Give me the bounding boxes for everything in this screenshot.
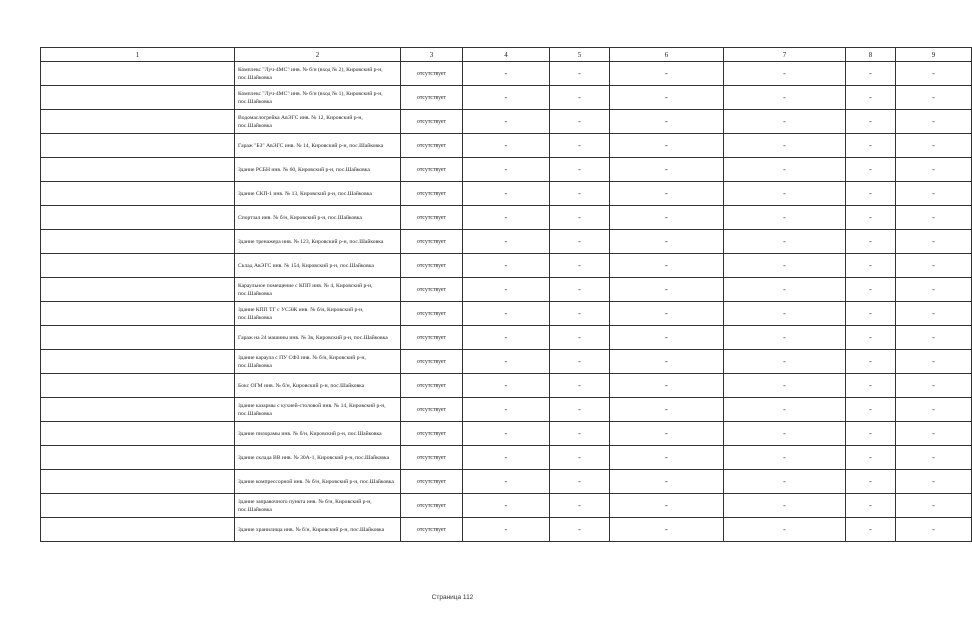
value-cell: - [724, 110, 846, 134]
status-cell: отсутствует [401, 446, 463, 470]
value-cell: - [550, 470, 610, 494]
table-row [41, 278, 972, 302]
value-cell: - [724, 278, 846, 302]
value-cell: - [846, 350, 896, 374]
value-cell: - [896, 158, 972, 182]
value-cell: - [724, 158, 846, 182]
value-cell: - [463, 302, 550, 326]
value-cell: - [846, 134, 896, 158]
value-cell: - [610, 398, 724, 422]
row-number-cell [41, 494, 235, 518]
value-cell: - [846, 110, 896, 134]
status-cell: отсутствует [401, 206, 463, 230]
value-cell: - [610, 158, 724, 182]
status-cell: отсутствует [401, 158, 463, 182]
value-cell: - [463, 494, 550, 518]
object-name-cell: Бокс ОГМ инв. № б/н, Кировский р-н, пос.Шайковка [235, 374, 401, 398]
value-cell: - [550, 350, 610, 374]
value-cell: - [896, 326, 972, 350]
value-cell: - [724, 350, 846, 374]
status-cell: отсутствует [401, 398, 463, 422]
object-name-cell: Здание караула с ПУ СФЗ инв. № б/н, Кировский р-н, пос.Шайковка [235, 350, 401, 374]
value-cell: - [846, 278, 896, 302]
value-cell: - [610, 494, 724, 518]
status-cell: отсутствует [401, 470, 463, 494]
table-row [41, 398, 972, 422]
object-name-cell: Здание КПП ТГ с УСЭЖ инв. № б/н, Кировский р-н, пос.Шайковка [235, 302, 401, 326]
table-row [41, 518, 972, 542]
value-cell: - [724, 254, 846, 278]
row-number-cell [41, 446, 235, 470]
value-cell: - [846, 254, 896, 278]
value-cell: - [896, 302, 972, 326]
value-cell: - [463, 350, 550, 374]
value-cell: - [610, 374, 724, 398]
value-cell: - [846, 326, 896, 350]
value-cell: - [463, 230, 550, 254]
value-cell: - [724, 182, 846, 206]
value-cell: - [550, 326, 610, 350]
value-cell: - [550, 518, 610, 542]
row-number-cell [41, 350, 235, 374]
table-row [41, 110, 972, 134]
value-cell: - [896, 446, 972, 470]
register-table-body [41, 48, 972, 542]
value-cell: - [610, 422, 724, 446]
status-cell: отсутствует [401, 110, 463, 134]
value-cell: - [846, 86, 896, 110]
status-cell: отсутствует [401, 326, 463, 350]
table-row [41, 62, 972, 86]
value-cell: - [896, 134, 972, 158]
value-cell: - [463, 278, 550, 302]
row-number-cell [41, 158, 235, 182]
object-name-cell: Здание склада ВВ инв. № 30А-1, Кировский р-н, пос.Шайковка [235, 446, 401, 470]
table-row [41, 134, 972, 158]
column-header: 3 [401, 48, 463, 62]
object-name-cell: Спортзал инв. № б/н, Кировский р-н, пос.Шайковка [235, 206, 401, 230]
row-number-cell [41, 110, 235, 134]
status-cell: отсутствует [401, 182, 463, 206]
value-cell: - [550, 182, 610, 206]
value-cell: - [846, 302, 896, 326]
table-row [41, 446, 972, 470]
value-cell: - [463, 446, 550, 470]
value-cell: - [463, 206, 550, 230]
row-number-cell [41, 326, 235, 350]
object-name-cell: Здание заправочного пункта инв. № б/н, Кировский р-н, пос.Шайковка [235, 494, 401, 518]
value-cell: - [610, 110, 724, 134]
status-cell: отсутствует [401, 254, 463, 278]
value-cell: - [610, 470, 724, 494]
value-cell: - [550, 446, 610, 470]
table-row [41, 86, 972, 110]
row-number-cell [41, 134, 235, 158]
value-cell: - [463, 518, 550, 542]
object-name-cell: Комплекс "Луч-4МС" инв. № б/н (вход № 2), Кировский р-н, пос.Шайковка [235, 62, 401, 86]
column-header: 6 [610, 48, 724, 62]
value-cell: - [846, 158, 896, 182]
value-cell: - [896, 62, 972, 86]
value-cell: - [724, 494, 846, 518]
row-number-cell [41, 206, 235, 230]
page-number: Страница 112 [431, 594, 474, 601]
row-number-cell [41, 278, 235, 302]
column-header: 8 [846, 48, 896, 62]
value-cell: - [463, 182, 550, 206]
value-cell: - [463, 110, 550, 134]
object-name-cell: Гараж "БЗ" АвЭГС инв. № 14, Кировский р-н, пос.Шайковка [235, 134, 401, 158]
value-cell: - [550, 206, 610, 230]
status-cell: отсутствует [401, 302, 463, 326]
value-cell: - [846, 518, 896, 542]
object-name-cell: Водомаслогрейка АвЭГС инв. № 12, Кировский р-н, пос.Шайковка [235, 110, 401, 134]
table-row [41, 326, 972, 350]
value-cell: - [463, 158, 550, 182]
value-cell: - [896, 374, 972, 398]
object-name-cell: Здание пилорамы инв. № б/н, Кировский р-н, пос.Шайковка [235, 422, 401, 446]
value-cell: - [896, 350, 972, 374]
value-cell: - [463, 470, 550, 494]
column-header: 7 [724, 48, 846, 62]
value-cell: - [724, 470, 846, 494]
row-number-cell [41, 398, 235, 422]
column-header: 2 [235, 48, 401, 62]
status-cell: отсутствует [401, 422, 463, 446]
object-name-cell: Здание компрессорной инв. № б/н, Кировский р-н, пос.Шайковка [235, 470, 401, 494]
value-cell: - [550, 254, 610, 278]
status-cell: отсутствует [401, 86, 463, 110]
table-row [41, 302, 972, 326]
value-cell: - [896, 182, 972, 206]
value-cell: - [610, 206, 724, 230]
value-cell: - [896, 422, 972, 446]
value-cell: - [550, 302, 610, 326]
value-cell: - [896, 110, 972, 134]
value-cell: - [610, 518, 724, 542]
status-cell: отсутствует [401, 374, 463, 398]
value-cell: - [550, 86, 610, 110]
value-cell: - [724, 302, 846, 326]
status-cell: отсутствует [401, 350, 463, 374]
value-cell: - [724, 86, 846, 110]
object-name-cell: Здание РСБН инв. № 60, Кировский р-н, пос.Шайковка [235, 158, 401, 182]
column-header: 5 [550, 48, 610, 62]
value-cell: - [724, 398, 846, 422]
table-row [41, 494, 972, 518]
status-cell: отсутствует [401, 278, 463, 302]
value-cell: - [724, 374, 846, 398]
value-cell: - [610, 62, 724, 86]
row-number-cell [41, 182, 235, 206]
value-cell: - [896, 494, 972, 518]
value-cell: - [610, 182, 724, 206]
object-name-cell: Караульное помещение с КПП инв. № 4, Кировский р-н, пос.Шайковка [235, 278, 401, 302]
object-name-cell: Здание СКП-1 инв. № 13, Кировский р-н, пос.Шайковка [235, 182, 401, 206]
value-cell: - [846, 470, 896, 494]
value-cell: - [463, 422, 550, 446]
value-cell: - [896, 254, 972, 278]
value-cell: - [463, 134, 550, 158]
row-number-cell [41, 518, 235, 542]
value-cell: - [846, 374, 896, 398]
register-table [40, 47, 972, 542]
value-cell: - [550, 158, 610, 182]
row-number-cell [41, 254, 235, 278]
object-name-cell: Здание хранилища инв. № б/н, Кировский р-н, пос.Шайковка [235, 518, 401, 542]
row-number-cell [41, 374, 235, 398]
value-cell: - [550, 110, 610, 134]
value-cell: - [610, 302, 724, 326]
value-cell: - [463, 62, 550, 86]
value-cell: - [550, 62, 610, 86]
row-number-cell [41, 302, 235, 326]
value-cell: - [846, 398, 896, 422]
table-row [41, 374, 972, 398]
value-cell: - [896, 278, 972, 302]
value-cell: - [610, 134, 724, 158]
value-cell: - [896, 398, 972, 422]
value-cell: - [724, 206, 846, 230]
value-cell: - [846, 62, 896, 86]
value-cell: - [846, 494, 896, 518]
status-cell: отсутствует [401, 62, 463, 86]
value-cell: - [550, 278, 610, 302]
value-cell: - [550, 230, 610, 254]
status-cell: отсутствует [401, 518, 463, 542]
value-cell: - [610, 326, 724, 350]
value-cell: - [550, 398, 610, 422]
value-cell: - [610, 230, 724, 254]
value-cell: - [610, 350, 724, 374]
object-name-cell: Здание казармы с кухней-столовой инв. № 14, Кировский р-н, пос.Шайковка [235, 398, 401, 422]
value-cell: - [724, 326, 846, 350]
table-row [41, 254, 972, 278]
header-row [41, 48, 972, 62]
value-cell: - [550, 134, 610, 158]
value-cell: - [724, 446, 846, 470]
table-row [41, 422, 972, 446]
value-cell: - [463, 374, 550, 398]
column-header: 1 [41, 48, 235, 62]
row-number-cell [41, 230, 235, 254]
value-cell: - [846, 206, 896, 230]
object-name-cell: Гараж на 24 машины инв. № 3в, Кировский р-н, пос.Шайковка [235, 326, 401, 350]
row-number-cell [41, 422, 235, 446]
object-name-cell: Здание тренажера инв. № 123, Кировский р-н, пос.Шайковка [235, 230, 401, 254]
value-cell: - [463, 254, 550, 278]
value-cell: - [724, 422, 846, 446]
table-row [41, 350, 972, 374]
status-cell: отсутствует [401, 230, 463, 254]
value-cell: - [610, 86, 724, 110]
row-number-cell [41, 470, 235, 494]
table-row [41, 206, 972, 230]
value-cell: - [846, 230, 896, 254]
value-cell: - [463, 86, 550, 110]
value-cell: - [724, 230, 846, 254]
value-cell: - [463, 398, 550, 422]
row-number-cell [41, 62, 235, 86]
value-cell: - [896, 230, 972, 254]
value-cell: - [610, 446, 724, 470]
status-cell: отсутствует [401, 134, 463, 158]
column-header: 4 [463, 48, 550, 62]
value-cell: - [724, 62, 846, 86]
value-cell: - [550, 374, 610, 398]
object-name-cell: Комплекс "Луч-4МС" инв. № б/н (вход № 1), Кировский р-н, пос.Шайковка [235, 86, 401, 110]
value-cell: - [724, 134, 846, 158]
table-row [41, 182, 972, 206]
table-row [41, 470, 972, 494]
value-cell: - [896, 470, 972, 494]
value-cell: - [610, 278, 724, 302]
table-row [41, 158, 972, 182]
value-cell: - [724, 518, 846, 542]
value-cell: - [610, 254, 724, 278]
value-cell: - [896, 518, 972, 542]
column-header: 9 [896, 48, 972, 62]
row-number-cell [41, 86, 235, 110]
value-cell: - [463, 326, 550, 350]
value-cell: - [896, 86, 972, 110]
value-cell: - [550, 494, 610, 518]
value-cell: - [550, 422, 610, 446]
table-row [41, 230, 972, 254]
value-cell: - [846, 446, 896, 470]
value-cell: - [896, 206, 972, 230]
value-cell: - [846, 182, 896, 206]
status-cell: отсутствует [401, 494, 463, 518]
object-name-cell: Склад АвЭГС инв. № 154, Кировский р-н, пос.Шайковка [235, 254, 401, 278]
value-cell: - [846, 422, 896, 446]
